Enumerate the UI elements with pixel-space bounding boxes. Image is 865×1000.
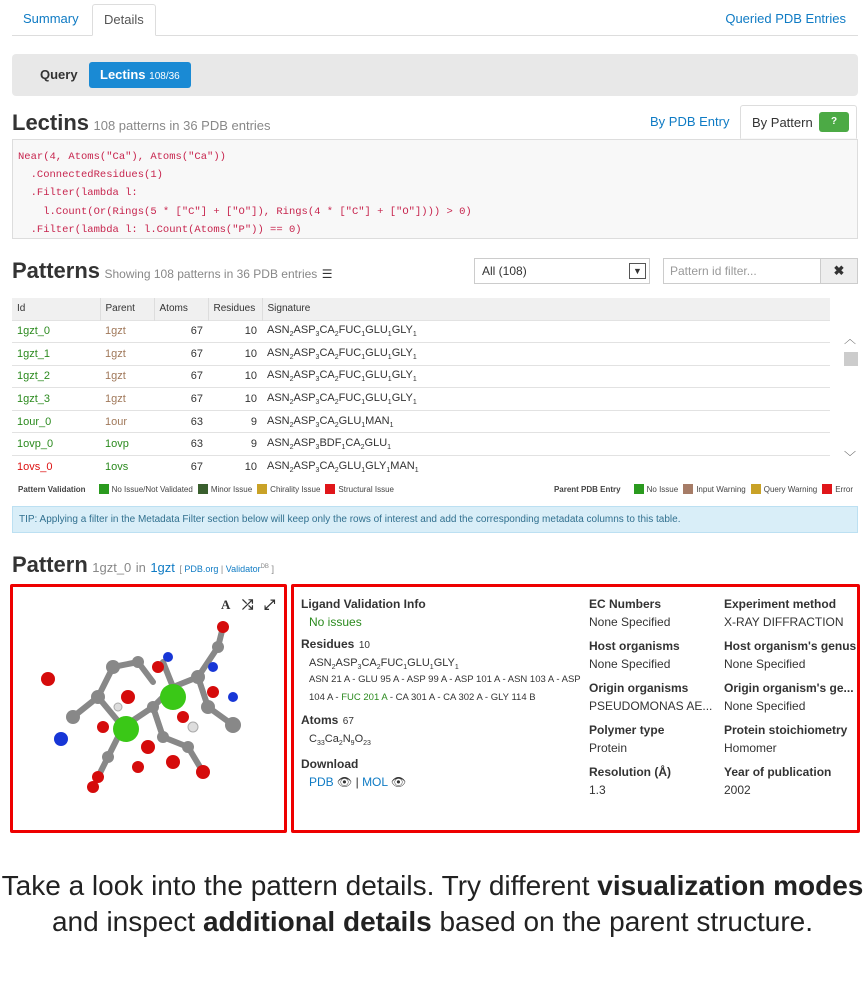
cell-id[interactable]: 1gzt_2 — [12, 365, 100, 388]
validation-label: Ligand Validation Info — [301, 597, 426, 611]
pattern-validation-legend: Pattern Validation No Issue/Not Validated Minor Issue Chirality Issue Structural Issue — [18, 484, 394, 494]
pattern-id-filter-input[interactable]: Pattern id filter... — [663, 258, 821, 284]
legend-label: Minor Issue — [210, 484, 253, 494]
meta-item: Host organism's genus None Specified — [724, 639, 857, 671]
cell-residues: 10 — [208, 365, 262, 388]
meta-item: Origin organisms PSEUDOMONAS AE... — [589, 681, 713, 713]
cell-atoms: 67 — [154, 343, 208, 366]
cell-parent[interactable]: 1ovs — [100, 456, 154, 479]
column-header[interactable]: Residues — [208, 298, 262, 320]
table-body — [12, 320, 830, 478]
legend-label: Chirality Issue — [270, 484, 321, 494]
cell-parent[interactable]: 1our — [100, 410, 154, 433]
cell-sig: $ASN_2ASP_3CA_2GLU_1GLY_1MAN_1$ — [262, 456, 830, 479]
meta-item: Origin organism's ge... None Specified — [724, 681, 854, 713]
cell-id[interactable]: 1gzt_0 — [12, 320, 100, 343]
legend-label: Input Warning — [696, 484, 746, 494]
pdb-download-link[interactable]: PDB — [309, 775, 334, 790]
cell-sig: $ASN_2ASP_3CA_2FUC_1GLU_1GLY_1$ — [262, 388, 830, 411]
legend-swatch — [198, 484, 208, 494]
download-label: Download — [301, 757, 359, 772]
validation-value: No issues — [309, 615, 362, 629]
atoms-count: 67 — [342, 716, 354, 728]
column-header[interactable]: Signature — [262, 298, 830, 320]
mol-download-link[interactable]: MOL — [362, 775, 388, 790]
atoms-formula: $C_{33}Ca_2N_9O_{23}$ — [309, 733, 371, 748]
pattern-select[interactable] — [474, 258, 650, 284]
chevron-down-icon: ▼ — [629, 263, 646, 279]
cell-sig: $ASN_2ASP_3CA_2GLU_1MAN_1$ — [262, 410, 830, 433]
meta-item: Experiment method X-RAY DIFFRACTION — [724, 597, 844, 629]
eye-icon[interactable]: 👁 — [390, 775, 407, 790]
column-header[interactable]: Atoms — [154, 298, 208, 320]
cell-id[interactable]: 1ovp_0 — [12, 433, 100, 456]
cell-id[interactable]: 1our_0 — [12, 410, 100, 433]
meta-item: Protein stoichiometry Homomer — [724, 723, 848, 755]
table-row[interactable] — [12, 433, 830, 456]
legend-label: Structural Issue — [338, 484, 394, 494]
eye-icon[interactable]: 👁 — [337, 775, 353, 790]
top-tabs — [12, 0, 858, 36]
cell-sig: $ASN_2ASP_3CA_2FUC_1GLU_1GLY_1$ — [262, 365, 830, 388]
column-header[interactable]: Id — [12, 298, 100, 320]
text-mode-icon[interactable]: A — [221, 597, 231, 612]
meta-item: Host organisms None Specified — [589, 639, 680, 671]
table-row[interactable] — [12, 343, 830, 366]
clear-filter-button[interactable]: ✖ — [820, 258, 858, 284]
table-row[interactable] — [12, 320, 830, 343]
lectins-label: Lectins — [100, 67, 146, 82]
molecule-viewer[interactable] — [10, 584, 287, 833]
cell-parent[interactable]: 1gzt — [100, 365, 154, 388]
cell-id[interactable]: 1gzt_3 — [12, 388, 100, 411]
cell-id[interactable]: 1gzt_1 — [12, 343, 100, 366]
residues-list: ASN 21 A - GLU 95 A - ASP 99 A - ASP 101 A - ASN 103 A - ASP 104 A - FUC 201 A - CA 301 A - CA 302 A - GLY 114 B — [309, 674, 581, 704]
pattern-details-panel: Ligand Validation Info No issues Residues 10 $ASN_2ASP_3CA_2FUC_1GLU_1GLY_1$ ASN 21 A - GLU 95 A - ASP 99 A - ASP 101 A - ASN 103 A - ASP 104 A - FUC 201 A - CA 301 A - CA 302 A - GLY 114 B Atoms 67 $C_{33}Ca_2N_9O_{23}$ Download PDB 👁 | MOL 👁 EC Numbers None Specified Experiment method X-RAY DIFFRACTION Host organisms None Specified Host organism's genus None Specified Origin organisms PSEUDOMONAS AE... Origin organism's ge... None Specified Polymer type Protein Protein stoichiometry Homomer Resolution (Å) 1.3 Year of publication 2002 — [291, 584, 860, 833]
by-pattern-label: By Pattern — [752, 115, 813, 130]
pattern-in: in — [135, 560, 146, 575]
legend-label: Query Warning — [763, 484, 818, 494]
scroll-down-icon[interactable]: ﹀ — [844, 450, 857, 464]
fuc-link[interactable]: FUC 201 A — [341, 692, 388, 704]
query-label: Query — [40, 67, 78, 82]
query-code: Near(4, Atoms("Ca"), Atoms("Ca")) .ConnectedResidues(1) .Filter(lambda l: l.Count(Or(Rings(5 * ["C"] + ["O"]), Rings(4 * ["C"] + ["O"]))) > 0) .Filter(lambda l: l.Count(Atoms("P")) == 0) — [12, 139, 858, 239]
legend-swatch — [325, 484, 335, 494]
validator-link[interactable]: Validator — [225, 564, 261, 574]
legend-label: No Issue/Not Validated — [111, 484, 193, 494]
parent-entry-legend: Parent PDB Entry No Issue Input Warning Query Warning Error — [553, 484, 853, 494]
cell-residues: 10 — [208, 343, 262, 366]
table-header — [12, 298, 830, 320]
patterns-subtitle: Showing 108 patterns in 36 PDB entries — [104, 267, 318, 281]
cell-parent[interactable]: 1gzt — [100, 343, 154, 366]
cell-parent[interactable]: 1gzt — [100, 388, 154, 411]
pattern-heading: Pattern 1gzt_0 in 1gzt [ PDB.org | Validator$^{DB}$ ] — [12, 552, 274, 577]
scroll-up-icon[interactable]: ︿ — [844, 332, 857, 346]
cell-sig: $ASN_2ASP_3CA_2FUC_1GLU_1GLY_1$ — [262, 343, 830, 366]
cell-atoms: 67 — [154, 320, 208, 343]
residues-count: 10 — [358, 640, 370, 651]
cell-atoms: 63 — [154, 433, 208, 456]
cell-sig: $ASN_2ASP_3BDF_1CA_2GLU_1$ — [262, 433, 830, 456]
cell-atoms: 63 — [154, 410, 208, 433]
pattern-id: 1gzt_0 — [92, 560, 132, 575]
legend-label: No Issue — [646, 484, 679, 494]
patterns-table — [12, 298, 830, 478]
parent-link[interactable]: 1gzt — [150, 560, 175, 575]
column-header[interactable]: Parent — [100, 298, 154, 320]
cell-atoms: 67 — [154, 388, 208, 411]
meta-item: Year of publication 2002 — [724, 765, 832, 797]
patterns-heading — [12, 258, 333, 284]
scroll-thumb[interactable] — [844, 352, 858, 366]
legend-swatch — [257, 484, 267, 494]
list-icon[interactable]: ☰ — [321, 267, 333, 281]
cell-residues: 10 — [208, 456, 262, 479]
cell-residues: 10 — [208, 320, 262, 343]
cell-atoms: 67 — [154, 365, 208, 388]
cell-sig: $ASN_2ASP_3CA_2FUC_1GLU_1GLY_1$ — [262, 320, 830, 343]
query-bar — [12, 54, 858, 96]
cell-parent[interactable]: 1ovp — [100, 433, 154, 456]
meta-item: Polymer type Protein — [589, 723, 665, 755]
residues-label: Residues — [301, 637, 355, 651]
pdborg-link[interactable]: PDB.org — [184, 564, 219, 574]
table-scrollbar[interactable] — [830, 320, 858, 478]
cell-residues: 10 — [208, 388, 262, 411]
legend-swatch — [99, 484, 109, 494]
tip-box: TIP: Applying a filter in the Metadata Filter section below will keep only the rows of interest and add the corresponding metadata columns to this table. — [12, 506, 858, 533]
pattern-title: Pattern — [12, 552, 88, 577]
table-row[interactable] — [12, 365, 830, 388]
tab-details[interactable]: Details — [92, 4, 156, 36]
cell-residues: 9 — [208, 410, 262, 433]
legend-swatch — [634, 484, 644, 494]
lectins-heading — [12, 110, 271, 136]
table-row[interactable] — [12, 456, 830, 479]
legend-swatch — [751, 484, 761, 494]
meta-item: Resolution (Å) 1.3 — [589, 765, 671, 797]
queried-pdb-entries-link[interactable]: Queried PDB Entries — [725, 11, 846, 26]
help-icon[interactable]: ? — [819, 112, 849, 132]
table-row[interactable] — [12, 410, 830, 433]
residues-signature: $ASN_2ASP_3CA_2FUC_1GLU_1GLY_1$ — [309, 657, 459, 672]
patterns-title: Patterns — [12, 258, 101, 283]
cell-atoms: 67 — [154, 456, 208, 479]
cell-id[interactable]: 1ovs_0 — [12, 456, 100, 479]
by-pdb-entry-tab[interactable]: By PDB Entry — [650, 114, 730, 129]
lectins-title: Lectins — [12, 110, 90, 135]
shuffle-icon[interactable]: ⤮ — [242, 596, 254, 612]
pattern-select-value: All (108) — [482, 264, 527, 278]
lectins-query-button[interactable] — [89, 62, 191, 88]
meta-item: EC Numbers None Specified — [589, 597, 671, 629]
caption: Take a look into the pattern details. Try different visualization modes and inspect additional details based on the parent structure. — [1, 870, 864, 937]
lectins-subtitle: 108 patterns in 36 PDB entries — [93, 118, 271, 133]
legend-swatch — [683, 484, 693, 494]
legend-swatch — [822, 484, 832, 494]
tab-summary[interactable]: Summary — [23, 11, 79, 26]
cell-parent[interactable]: 1gzt — [100, 320, 154, 343]
lectins-count: 108/36 — [149, 71, 180, 82]
atoms-label: Atoms — [301, 713, 339, 728]
cell-residues: 9 — [208, 433, 262, 456]
table-row[interactable] — [12, 388, 830, 411]
expand-icon[interactable]: ⤢ — [264, 596, 276, 612]
legend-label: Error — [835, 484, 853, 494]
by-pattern-tab[interactable] — [740, 105, 857, 139]
molecule-render — [13, 587, 284, 830]
